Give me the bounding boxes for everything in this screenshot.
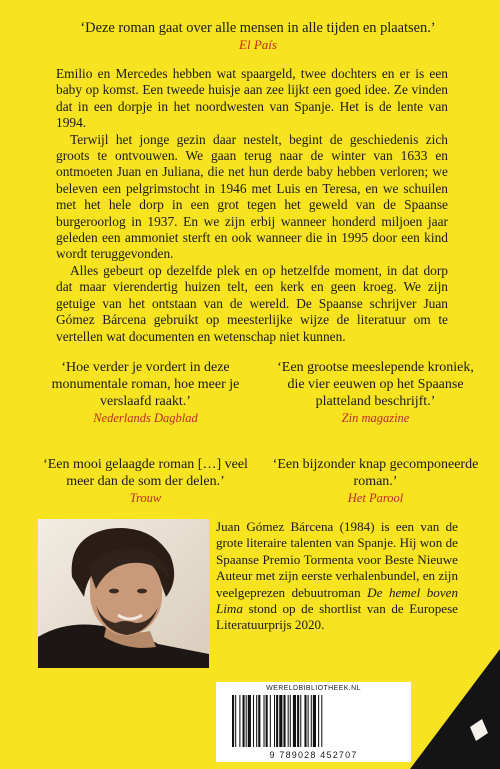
barcode-bar — [274, 695, 275, 747]
barcode-bar — [290, 695, 291, 747]
barcode-bar — [313, 695, 316, 747]
author-bio-text: Juan Gómez Bárcena (1984) is een van de grote literaire talenten van Spanje. Hij won de Spaanse Premio Tormenta voor Beste Nieuwe Auteur met zijn eerste verhalenbundel, en zijn veelgeprezen debuutroman — [216, 519, 458, 600]
barcode-bar — [258, 695, 260, 747]
blurb-text — [56, 66, 448, 345]
blurb-paragraph: Terwijl het jonge gezin daar nestelt, begint de geschiedenis zich groots te ontvouwen. We gaan terug naar de winter van 1633 en ontmoeten Juan en Juliana, die net hun derde baby hebben verloren; we beleven een pelgrimstocht in 1946 met Luis en Teresa, en we schuilen met het hele dorp in een grot tegen het geweld van de Spaanse burgeroorlog in 1937. En we zijn erbij wanneer honderd miljoen jaar geleden een ammoniet sterft en ook wanneer die in 1995 door een kind wordt teruggevonden. — [56, 131, 448, 262]
corner-triangle-graphic — [410, 649, 500, 769]
barcode-bar — [239, 695, 240, 747]
barcode-bar — [253, 695, 254, 747]
author-bio — [216, 519, 458, 634]
barcode-bar — [264, 695, 265, 747]
review-quote-source: Zin magazine — [341, 411, 410, 425]
barcode-bar — [308, 695, 309, 747]
barcode-bar — [243, 695, 245, 747]
barcode-bar — [276, 695, 278, 747]
barcode-bar — [304, 695, 306, 747]
review-quote-text: ‘Een mooi gelaagde roman […] veel meer dan de som der delen.’ — [43, 457, 248, 489]
barcode-bar — [300, 695, 301, 747]
top-quote-source: El País — [239, 37, 277, 52]
review-quote-4 — [268, 456, 483, 506]
barcode-bar — [266, 695, 268, 747]
blurb-paragraph: Alles gebeurt op dezelfde plek en op hetzelfde moment, in dat dorp dat maar vierendertig huizen telt, een kerk en geen kroeg. We zijn getuige van het ontstaan van de wereld. De Spaanse schrijver Juan Gómez Bárcena gebruikt op meesterlijke wijze de literatuur om te vertellen wat documenten en wetenschap niet kunnen. — [56, 262, 448, 344]
barcode-bar — [321, 695, 322, 747]
author-photo — [38, 519, 209, 668]
barcode-bar — [297, 695, 299, 747]
review-quote-source: Het Parool — [347, 491, 404, 505]
barcode-bar — [293, 695, 296, 747]
review-quote-source: Trouw — [129, 491, 162, 505]
barcode-bar — [318, 695, 319, 747]
review-quote-text: ‘Hoe verder je vordert in deze monumentale roman, hoe meer je verslaafd raakt.’ — [51, 360, 240, 409]
review-quote-1 — [38, 359, 253, 426]
review-quote-text: ‘Een bijzonder knap gecomponeerde roman.’ — [272, 457, 479, 489]
barcode-panel — [216, 682, 411, 762]
top-quote — [58, 20, 458, 53]
barcode-bar — [248, 695, 251, 747]
barcode-bar — [288, 695, 289, 747]
top-quote-text: ‘Deze roman gaat over alle mensen in alle tijden en plaatsen.’ — [80, 20, 436, 36]
barcode-bar — [311, 695, 312, 747]
isbn-barcode — [230, 695, 401, 747]
debut-novel-title: De hemel boven Lima — [216, 584, 458, 617]
review-quote-source: Nederlands Dagblad — [93, 411, 198, 425]
barcode-bar — [232, 695, 234, 747]
barcode-bar — [246, 695, 247, 747]
isbn-number: 9 789028 452707 — [269, 750, 358, 760]
review-quote-3 — [38, 456, 253, 506]
barcode-bar — [279, 695, 282, 747]
author-bio-text-end: stond op de shortlist van de Europese Literatuurprijs 2020. — [216, 601, 458, 633]
barcode-bar — [256, 695, 257, 747]
barcode-bar — [283, 695, 285, 747]
review-quote-text: ‘Een grootse meeslepende kroniek, die vier eeuwen op het Spaanse platteland beschrijft.’ — [277, 360, 474, 409]
author-portrait-image — [38, 519, 209, 668]
publisher-url: WERELDBIBLIOTHEEK.NL — [266, 685, 361, 692]
barcode-bar — [270, 695, 271, 747]
review-quote-2 — [268, 359, 483, 426]
barcode-bar — [235, 695, 236, 747]
blurb-paragraph: Emilio en Mercedes hebben wat spaargeld, twee dochters en er is een baby op komst. Een tweede huisje aan zee lijkt een goed idee. Ze vinden dat in een dorpje in het noordwesten van Spanje. Het is de lente van 1994. — [56, 66, 448, 131]
